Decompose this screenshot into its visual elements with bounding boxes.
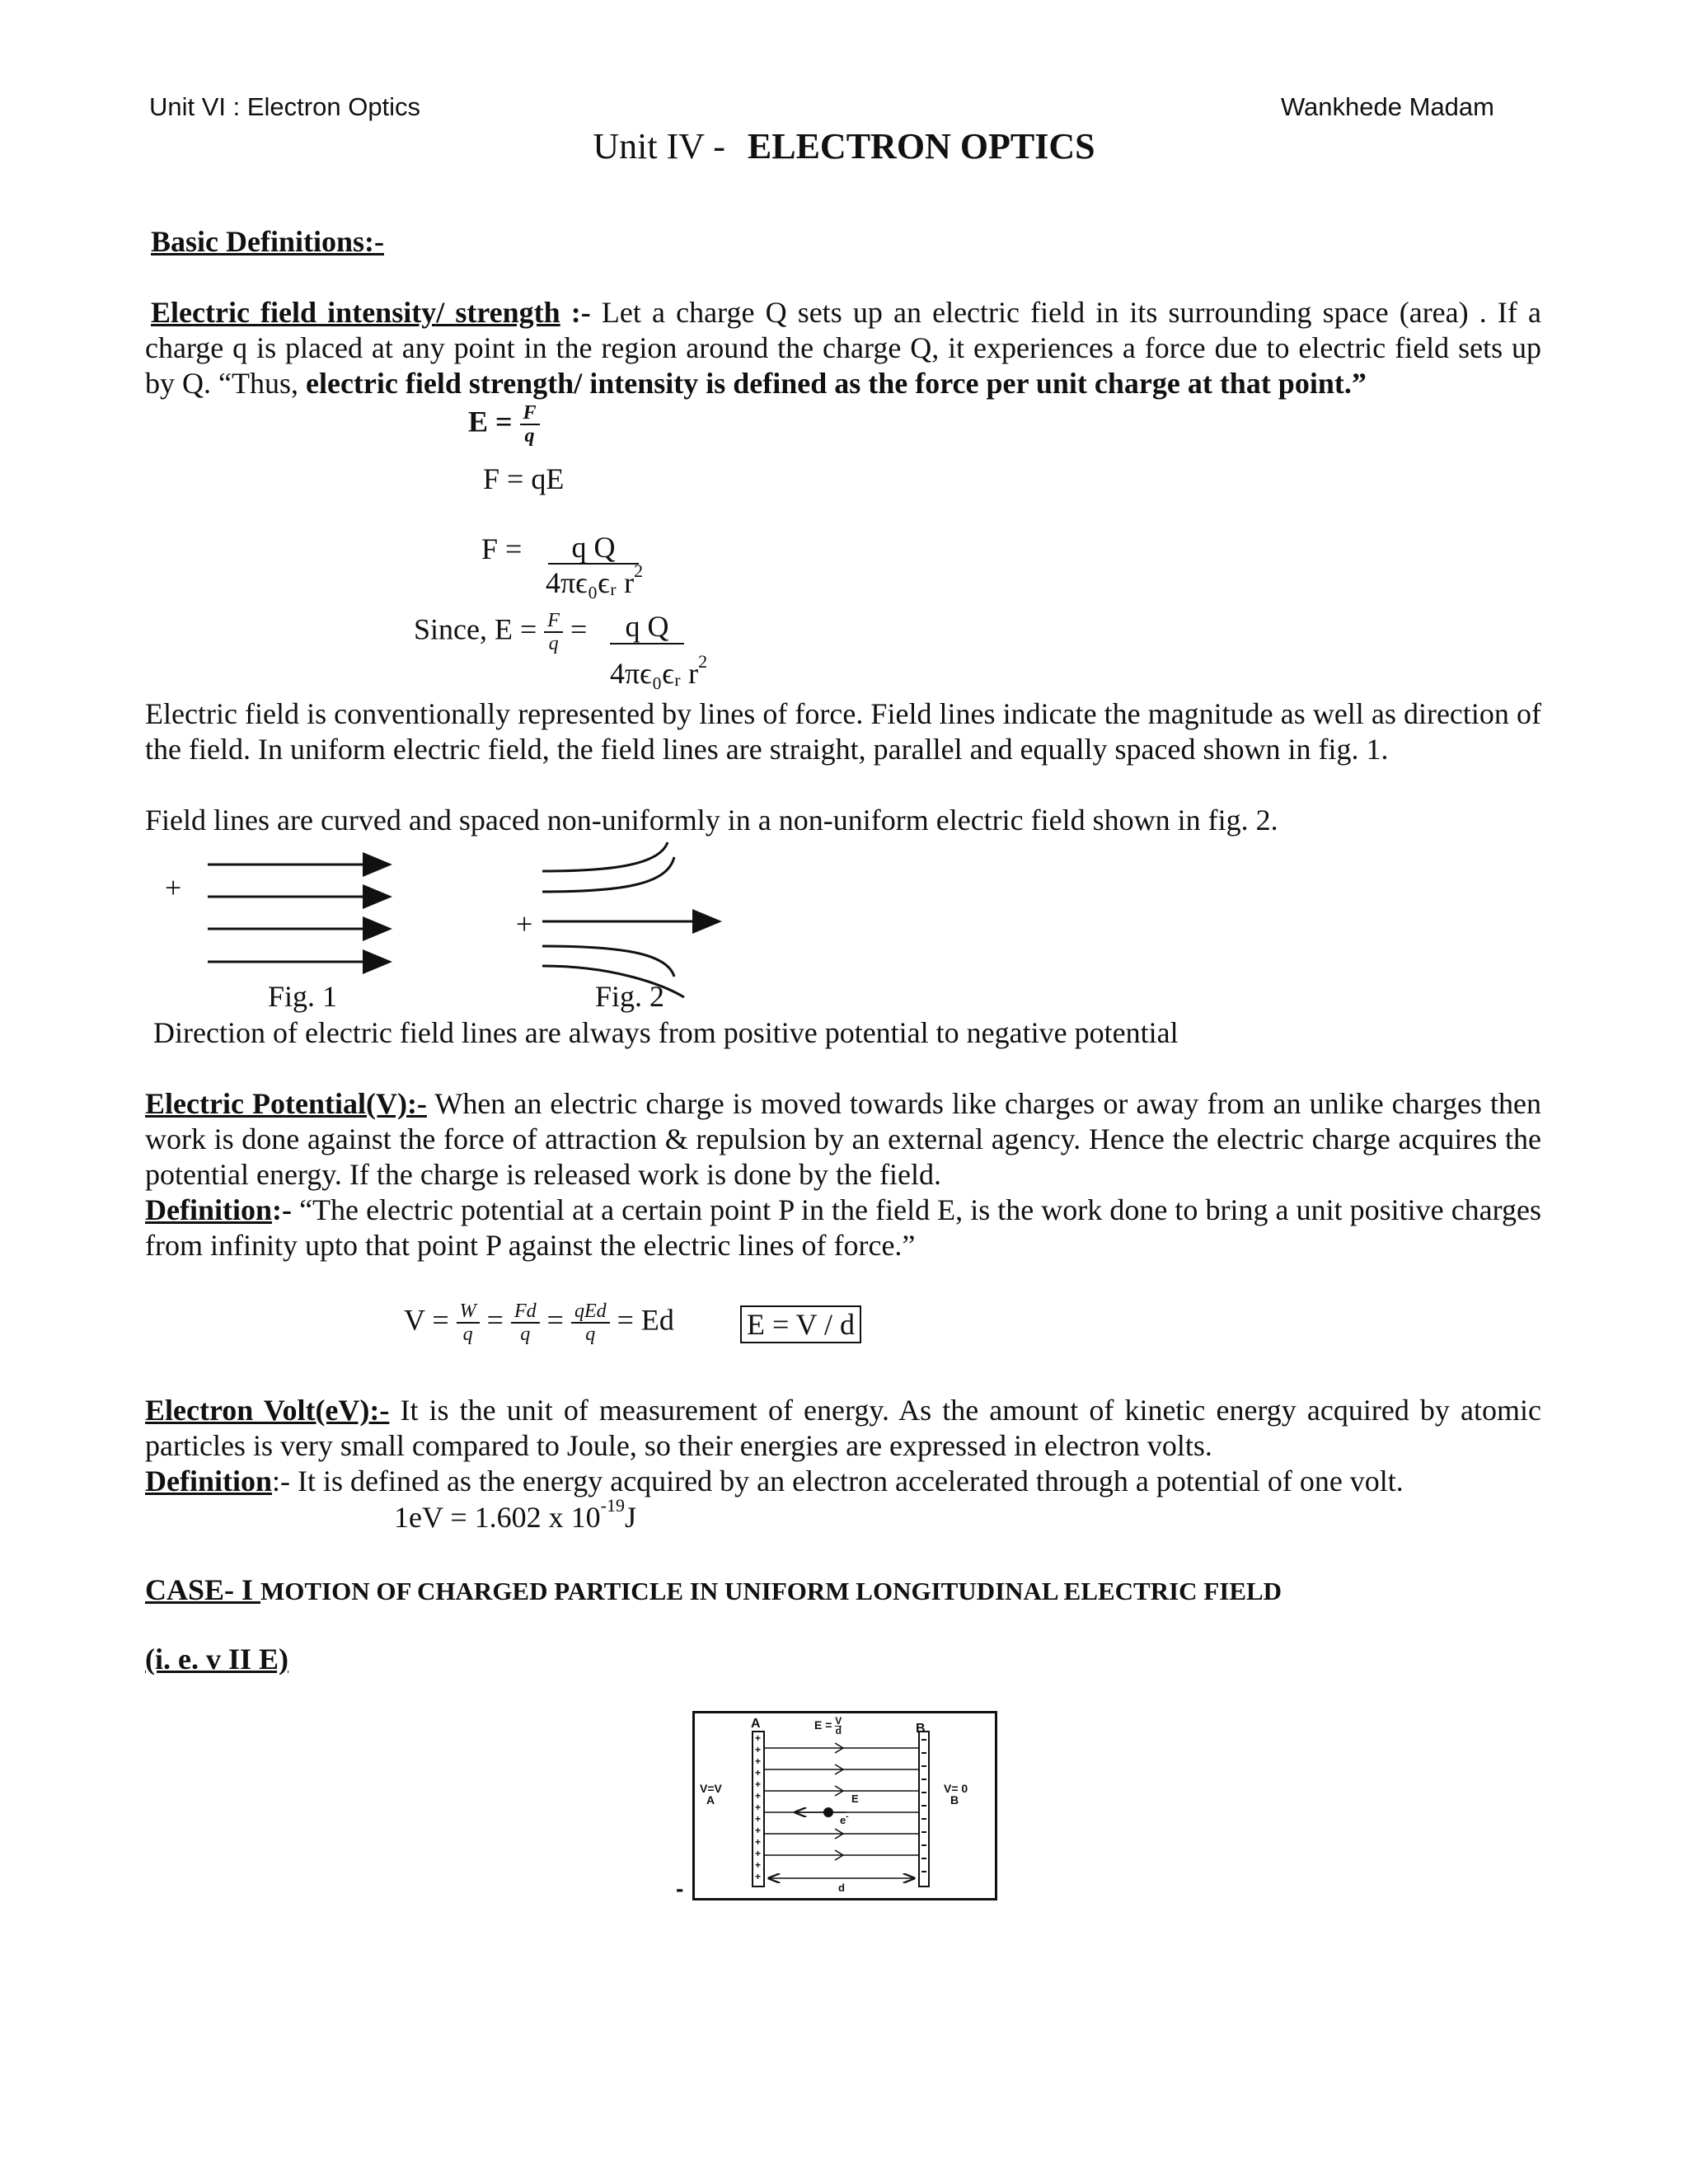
svg-text:+: + — [755, 1859, 762, 1871]
svg-text:+: + — [755, 1813, 762, 1825]
electron-dot — [823, 1807, 833, 1817]
electron-label: e- — [840, 1812, 849, 1826]
svg-text:+: + — [755, 1744, 762, 1755]
ev-def-term: Definition — [145, 1465, 273, 1497]
equation-coulomb-lhs: F = — [481, 532, 523, 565]
svg-text:+: + — [755, 1732, 762, 1744]
fig2-caption: Fig. 2 — [595, 980, 665, 1013]
plate-b-label: B — [916, 1722, 926, 1736]
svg-text:+: + — [755, 1755, 762, 1767]
ev-formula: 1eV = 1.602 x $10^{-19}J$ — [394, 1495, 636, 1534]
fig2-nonuniform-lines — [542, 842, 717, 997]
case1-title: MOTION OF CHARGED PARTICLE IN UNIFORM LONGITUDINAL ELECTRIC FIELD — [260, 1577, 1282, 1605]
svg-text:+: + — [755, 1836, 762, 1848]
svg-text:+: + — [755, 1848, 762, 1859]
parallel-plate-diagram — [692, 1711, 997, 1900]
vb-label: V= 0 B — [944, 1782, 968, 1807]
equation-coulomb-num: q Q — [548, 532, 639, 565]
ev-definition: Definition:- It is defined as the energy acquired by an electron accelerated through a potential of one volt. — [145, 1465, 1404, 1497]
equation-since-lhs: Since, E = $\frac{F}{q}$ = — [414, 610, 588, 654]
equation-f-qe: F = qE — [483, 462, 565, 495]
svg-text:+: + — [755, 1767, 762, 1779]
potential-def-term: Definition — [145, 1193, 273, 1226]
plate-a-label: A — [751, 1717, 761, 1731]
equation-e-f-q: E = $\frac{F}{q}$ — [468, 402, 540, 447]
ev-term: Electron Volt(eV):- — [145, 1394, 390, 1427]
header-right: Wankhede Madam — [1280, 92, 1494, 121]
case1-subheading: (i. e. v II E) — [145, 1643, 288, 1675]
fig1-caption: Fig. 1 — [268, 980, 338, 1013]
equation-coulomb-den: 4πϵ₀ϵᵣ $r^2$ — [546, 560, 644, 599]
case1-label: CASE- I — [145, 1573, 261, 1606]
equation-potential: V = $\frac{W}{q}$ = $\frac{Fd}{q}$ = $\frac{\text{qEd}}{q}$ = Ed — [404, 1301, 674, 1345]
direction-text: Direction of electric field lines are always from positive potential to negative potential — [153, 1016, 1179, 1049]
equation-since-den: 4πϵ₀ϵᵣ $r^2$ — [610, 651, 708, 690]
title-prefix: Unit IV - — [593, 126, 725, 166]
va-label: V=V A — [700, 1782, 722, 1807]
distance-label: d — [838, 1882, 845, 1894]
title-main: ELECTRON OPTICS — [747, 126, 1095, 166]
boxed-equation: E = V / d — [740, 1305, 861, 1343]
svg-text:+: + — [755, 1825, 762, 1836]
diagram-minus: - — [676, 1876, 684, 1901]
fig2-charge: + — [516, 907, 533, 940]
nonuniform-paragraph: Field lines are curved and spaced non-uniformly in a non-uniform electric field shown in fig. 2. — [145, 804, 1278, 837]
efi-term: Electric field intensity/ strength — [151, 296, 560, 329]
plate-b-charges — [921, 1740, 926, 1872]
basic-definitions-heading: Basic Definitions:- — [151, 225, 384, 258]
potential-definition: Definition:- “The electric potential at a certain point P in the field E, is the work done to bring a unit positive charges from infinity upto that point P against the electric lines of force.” — [145, 1193, 1541, 1262]
potential-term: Electric Potential(V):- — [145, 1087, 427, 1120]
svg-text:+: + — [755, 1790, 762, 1802]
fig1-uniform-lines — [208, 865, 387, 962]
svg-text:+: + — [755, 1802, 762, 1813]
header-left: Unit VI : Electron Optics — [149, 92, 421, 121]
efi-definition: electric field strength/ intensity is defined as the force per unit charge at that point.” — [305, 367, 1367, 400]
potential-paragraph: Electric Potential(V):- When an electric charge is moved towards like charges or away from an unlike charges then work is done against the force of attraction & repulsion by an external agency. Hence the electric charge acquires the potential energy. If the charge is released work is done by the field. — [145, 1087, 1541, 1191]
page-title — [0, 125, 1688, 167]
fig1-charge: + — [165, 871, 182, 904]
equation-since-num: q Q — [610, 610, 684, 644]
svg-text:+: + — [755, 1779, 762, 1790]
svg-text:+: + — [755, 1871, 762, 1882]
uniform-field-lines — [764, 1748, 919, 1855]
plate-b — [919, 1732, 929, 1886]
field-vector-label: E — [851, 1793, 859, 1805]
field-formula: E = $\frac{V}{d}$ — [814, 1715, 842, 1736]
efi-text: Let a charge Q sets up an electric field in its surrounding space (area) . If a charge q is placed at any point in the region around the charge Q, it experiences a force due to electric field sets up by Q. “Thus, — [145, 296, 1541, 400]
efi-paragraph — [145, 295, 1541, 401]
field-direction-chevrons — [835, 1743, 843, 1860]
plate-a-charges — [755, 1732, 761, 1882]
electron-volt-paragraph: Electron Volt(eV):- It is the unit of measurement of energy. As the amount of kinetic energy acquired by atomic particles is very small compared to Joule, so their energies are expressed in electron volts. — [145, 1394, 1541, 1462]
case1-heading — [145, 1572, 1282, 1607]
efi-sep: :- — [560, 296, 591, 329]
field-lines-paragraph: Electric field is conventionally represented by lines of force. Field lines indicate the magnitude as well as direction of the field. In uniform electric field, the field lines are straight, parallel and equally spaced shown in fig. 1. — [145, 697, 1541, 766]
